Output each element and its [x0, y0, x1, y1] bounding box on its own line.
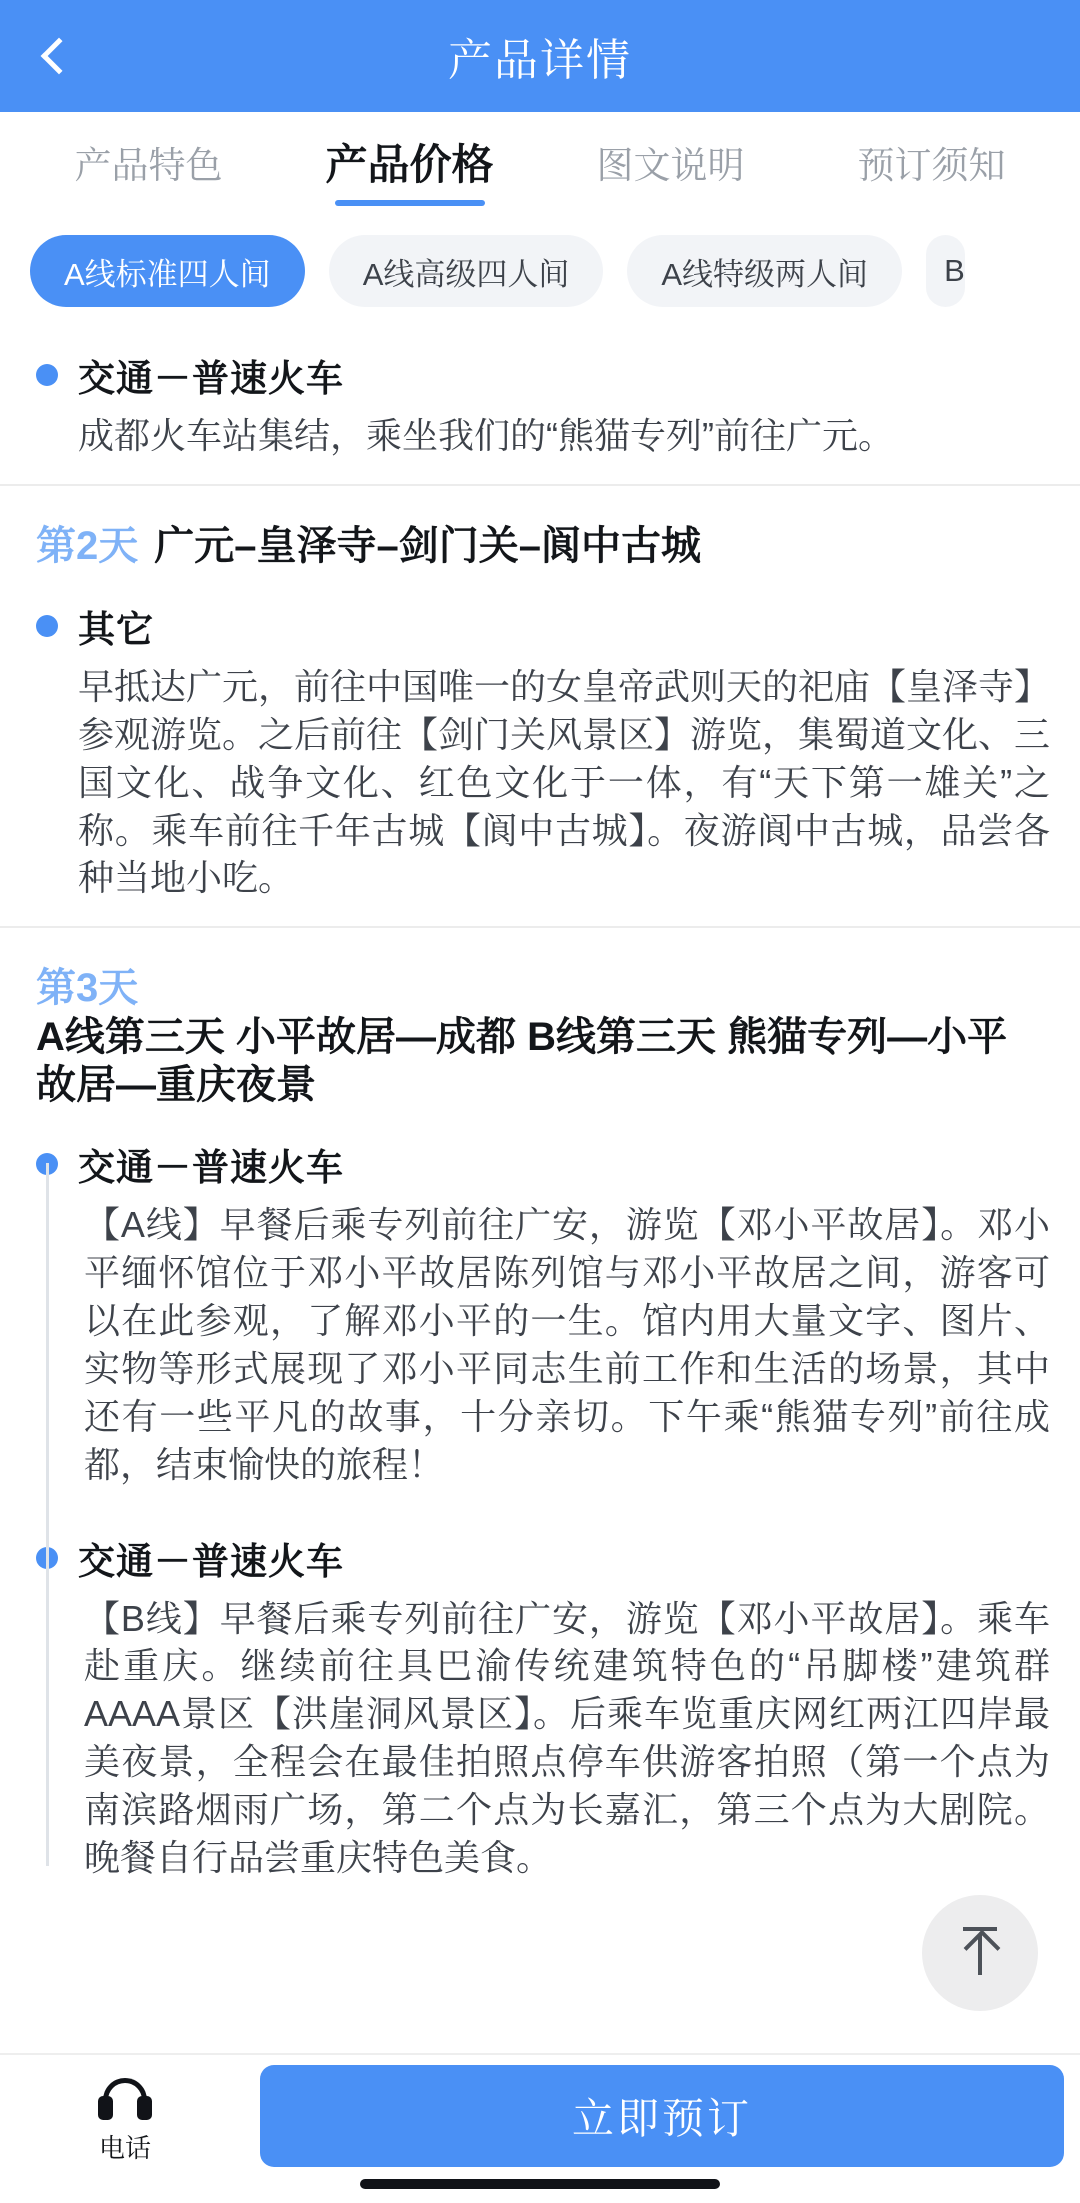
scroll-to-top-icon: [963, 1931, 997, 1975]
bullet-dot-icon: [36, 1547, 58, 1569]
itinerary-item-title: 交通－普速火车: [78, 358, 344, 399]
chip-b-partial[interactable]: B: [926, 235, 965, 307]
tab-product-price[interactable]: 产品价格: [279, 112, 540, 212]
itinerary-item-text: 【A线】早餐后乘专列前往广安，游览【邓小平故居】。邓小平缅怀馆位于邓小平故居陈列馆与邓小平故居之间，游客可以在此参观，了解邓小平的一生。馆内用大量文字、图片、实物等形式展现了邓小平同志生前工作和生活的场景，其中还有一些平凡的故事，十分亲切。下午乘“熊猫专列”前往成都，结束愉快的旅程！: [84, 1204, 1050, 1485]
itinerary-day-3: [0, 928, 1080, 1906]
chip-a-deluxe-twin[interactable]: A线特级两人间: [627, 235, 902, 307]
chip-a-standard-quad[interactable]: A线标准四人间: [30, 235, 305, 307]
room-type-chip-list[interactable]: [0, 212, 1080, 330]
scroll-to-top-button[interactable]: [922, 1895, 1038, 2011]
day-header: [0, 486, 1080, 581]
bullet-dot-icon: [36, 1153, 58, 1175]
tab-graphic-description[interactable]: 图文说明: [596, 145, 745, 186]
day-title: A线第三天 小平故居—成都 B线第三天 熊猫专列—小平故居—重庆夜景: [36, 1015, 1008, 1108]
day-tag: 第3天: [36, 966, 139, 1011]
day-tag: 第2天: [36, 523, 139, 568]
bullet-dot-icon: [36, 615, 58, 637]
bullet-dot-icon: [36, 364, 58, 386]
itinerary-item-text: 成都火车站集结，乘坐我们的“熊猫专列”前往广元。: [78, 415, 894, 456]
itinerary-timeline: [0, 1119, 1080, 1906]
itinerary-item-text: 【B线】早餐后乘专列前往广安，游览【邓小平故居】。乘车赴重庆。继续前往具巴渝传统建筑特色的“吊脚楼”建筑群AAAA景区【洪崖洞风景区】。后乘车览重庆网红两江四岸最美夜景，全程会在最佳拍照点停车供游客拍照（第一个点为南滨路烟雨广场，第二个点为长嘉汇，第三个点为大剧院。晚餐自行品尝重庆特色美食。: [84, 1597, 1050, 1878]
itinerary-item-title: 交通－普速火车: [78, 1147, 344, 1189]
chip-a-superior-quad[interactable]: A线高级四人间: [329, 235, 604, 307]
tab-product-features[interactable]: 产品特色: [74, 145, 223, 186]
itinerary-item-title: 交通－普速火车: [78, 1540, 344, 1582]
itinerary-day-2: [0, 486, 1080, 926]
back-button[interactable]: [0, 0, 110, 112]
itinerary-day-partial: [0, 330, 1080, 484]
page-title: 产品详情: [448, 36, 632, 85]
headset-ear-left: [98, 2096, 113, 2120]
bottom-action-bar: [0, 2053, 1080, 2203]
app-header: [0, 0, 1080, 112]
tab-booking-notice[interactable]: 预订须知: [857, 145, 1006, 186]
call-support-label: 电话: [98, 2132, 151, 2163]
itinerary-item-header: [0, 1119, 1080, 1197]
itinerary-scroll-area[interactable]: [0, 330, 1080, 2053]
book-now-button[interactable]: 立即预订: [260, 2065, 1064, 2167]
itinerary-item-header: [0, 1513, 1080, 1591]
itinerary-item-header: [0, 581, 1080, 659]
tab-bar: [0, 112, 1080, 212]
arrow-cap: [963, 1927, 997, 1931]
headset-ear-right: [137, 2096, 152, 2120]
call-support-button[interactable]: [0, 2055, 250, 2203]
chevron-left-icon: [41, 38, 78, 75]
day-header: [0, 928, 1080, 1119]
itinerary-item-text: 早抵达广元，前往中国唯一的女皇帝武则天的祀庙【皇泽寺】参观游览。之后前往【剑门关风景区】游览，集蜀道文化、三国文化、战争文化、红色文化于一体，有“天下第一雄关”之称。乘车前往千年古城【阆中古城】。夜游阆中古城，品尝各种当地小吃。: [78, 665, 1051, 899]
headset-icon: [98, 2078, 152, 2122]
itinerary-item-title: 其它: [78, 608, 154, 650]
itinerary-item-header: [0, 330, 1080, 408]
home-indicator: [360, 2179, 720, 2189]
day-title: 广元–皇泽寺–剑门关–阆中古城: [154, 523, 701, 568]
